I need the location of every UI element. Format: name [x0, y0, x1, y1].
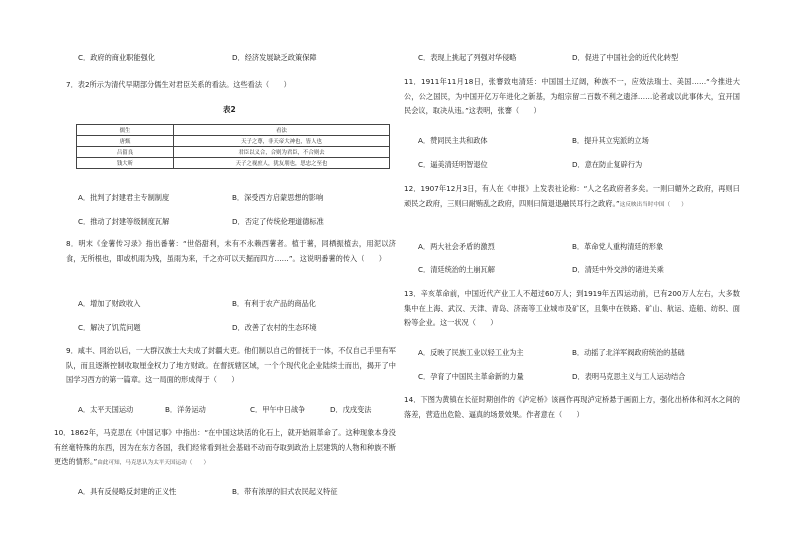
question-11-stem: 11．1911年11月18日，张謇致电清廷：中国国土辽阔，种族不一，应效法瑞士、美国……“今推进大公，公之国民，为中国开亿万年进化之新基，为组宗留二百数不利之遗泽……论者或以此事体大，宜开国民会议，取决从违。”这表明，张謇（ ） — [404, 77, 740, 115]
prev-option-c[interactable]: C．政府的商业职能强化 — [78, 53, 155, 62]
q7-option-a[interactable]: A．批判了封建君主专制制度 — [78, 193, 170, 202]
question-10-text: 10．1862年，马克思在《中国记事》中指出：“在中国这块活的化石上，就开始闹革命了。这种现象本身没有丝毫特殊的东西，因为在东方各国，我们经常看到社会基础不动而夺取到政治上层建筑的人物和种族不断更迭的情形。” — [54, 428, 396, 466]
q8-option-b[interactable]: B．有利于农产品的商品化 — [232, 299, 316, 308]
prev-option-d[interactable]: D．促进了中国社会的近代化转型 — [572, 53, 679, 62]
question-10-note: 由此可知，马克思认为太平天国运动（ ） — [97, 460, 210, 466]
prev-option-c[interactable]: C．表现上挑起了列强对华侵略 — [418, 53, 517, 62]
prev-option-d[interactable]: D．经济发展缺乏政策保障 — [232, 53, 317, 62]
table-cell: 唐甄 — [77, 136, 174, 147]
q8-option-a[interactable]: A．增加了财政收入 — [78, 299, 141, 308]
question-9-stem: 9．咸丰、同治以后，一大群汉族士大夫成了封疆大吏。他们制以自己的督抚于一体，不仅自己手里有军队，而且逐渐控制收取厘金权力了地方财政。在督抚辖区域，一个个现代化企业陆续士而出，揭开了中国学习西方的第一篇章。这一局面的形成得于（ ） — [66, 346, 396, 384]
q12-option-a[interactable]: A．两大社会矛盾的激烈 — [418, 242, 495, 251]
q13-option-c[interactable]: C．孕育了中国民主革命新的力量 — [418, 372, 524, 381]
question-8-stem: 8．明末《金薯传习录》指出番薯：“世俗甜利，未有不永赖西薯者。植于薯，同栖振植去，用泥以济食，无所根也，即或机雨为残，虽雨为来，千之亦可以天掘而四方……”。这说明番薯的传入（ ） — [66, 239, 396, 263]
question-12-note: 这反映出当时中国（ ） — [619, 201, 687, 208]
q12-option-b[interactable]: B．革命党人重构清廷的形象 — [572, 242, 664, 251]
table-title: 表2 — [223, 105, 236, 114]
table-row — [77, 147, 390, 158]
question-7-stem: 7．表2所示为清代早期部分儒生对君臣关系的看法。这些看法（ ） — [66, 80, 291, 89]
q7-option-b[interactable]: B．深受西方启蒙思想的影响 — [232, 193, 324, 202]
table-header-row — [77, 125, 390, 136]
q9-option-c[interactable]: C．甲午中日战争 — [250, 405, 306, 414]
q7-option-d[interactable]: D．否定了传统伦理道德标准 — [232, 217, 324, 226]
table-cell: 钱大昕 — [77, 158, 174, 169]
q8-option-d[interactable]: D．改善了农村的生态环境 — [232, 323, 317, 332]
q12-option-d[interactable]: D．清廷中外交涉的诸进关乘 — [572, 265, 664, 274]
q9-option-d[interactable]: D．戊戌变法 — [330, 405, 372, 414]
q13-option-d[interactable]: D．表明马克思主义与工人运动结合 — [572, 372, 686, 381]
table-header: 儒生 — [77, 125, 174, 136]
q10-option-a[interactable]: A．具有反侵略反封建的正义性 — [78, 487, 177, 496]
q13-option-a[interactable]: A．反映了民族工业以轻工业为主 — [418, 348, 524, 357]
q11-option-a[interactable]: A．赞同民主共和政体 — [418, 136, 488, 145]
question-12-text: 12．1907年12月3日，有人在《申报》上发表社论称：“人之名政府者多矣。一则曰媚外之政府，再则曰顽民之政府，三则曰耐贿乱之政府，四则曰简退退融民耳行之政府。” — [404, 184, 740, 208]
table-header: 看法 — [174, 125, 390, 136]
views-table — [76, 124, 390, 169]
q11-option-d[interactable]: D．意在防止复辟行为 — [572, 160, 643, 169]
table-cell: 天子之尊，非天帝大神也，皆人也 — [174, 136, 390, 147]
table-row — [77, 136, 390, 147]
question-14-stem: 14．下图为黄镇在长征时期创作的《泸定桥》该画作再现泸定桥悬于画面上方，强化出桥体和河水之间的落差，营造出危险、逼真的场景效果。作者意在（ ） — [404, 395, 740, 419]
table-cell: 吕留良 — [77, 147, 174, 158]
question-12-stem — [404, 182, 740, 212]
q13-option-b[interactable]: B．动摇了北洋军阀政府统治的基础 — [572, 348, 685, 357]
q11-option-c[interactable]: C．逼美清廷明智退位 — [418, 160, 488, 169]
q9-option-a[interactable]: A．太平天国运动 — [78, 405, 134, 414]
q11-option-b[interactable]: B．提升其立宪派的立场 — [572, 136, 649, 145]
q10-option-b[interactable]: B．带有浓厚的旧式农民起义特征 — [232, 487, 338, 496]
q8-option-c[interactable]: C．解决了饥荒问题 — [78, 323, 141, 332]
question-13-stem: 13．辛亥革命前，中国近代产业工人不超过60万人；到1919年五四运动前，已有200万人左右，大多数集中在上海、武汉、天津、青岛、济南等工业城市及矿区，且集中在铁路、矿山、航运、造船、纺织、面粉等企业。这一状况（ ） — [404, 289, 740, 327]
table-cell: 天子之视庶人，犹友朋也，思忠之至也 — [174, 158, 390, 169]
question-10-stem — [54, 426, 396, 470]
q9-option-b[interactable]: B．洋务运动 — [165, 405, 206, 414]
q7-option-c[interactable]: C．推动了封建等级制度瓦解 — [78, 217, 170, 226]
table-cell: 君臣以义合，合则为君臣，不合则去 — [174, 147, 390, 158]
table-row — [77, 158, 390, 169]
q12-option-c[interactable]: C．清廷统治的土崩瓦解 — [418, 265, 495, 274]
